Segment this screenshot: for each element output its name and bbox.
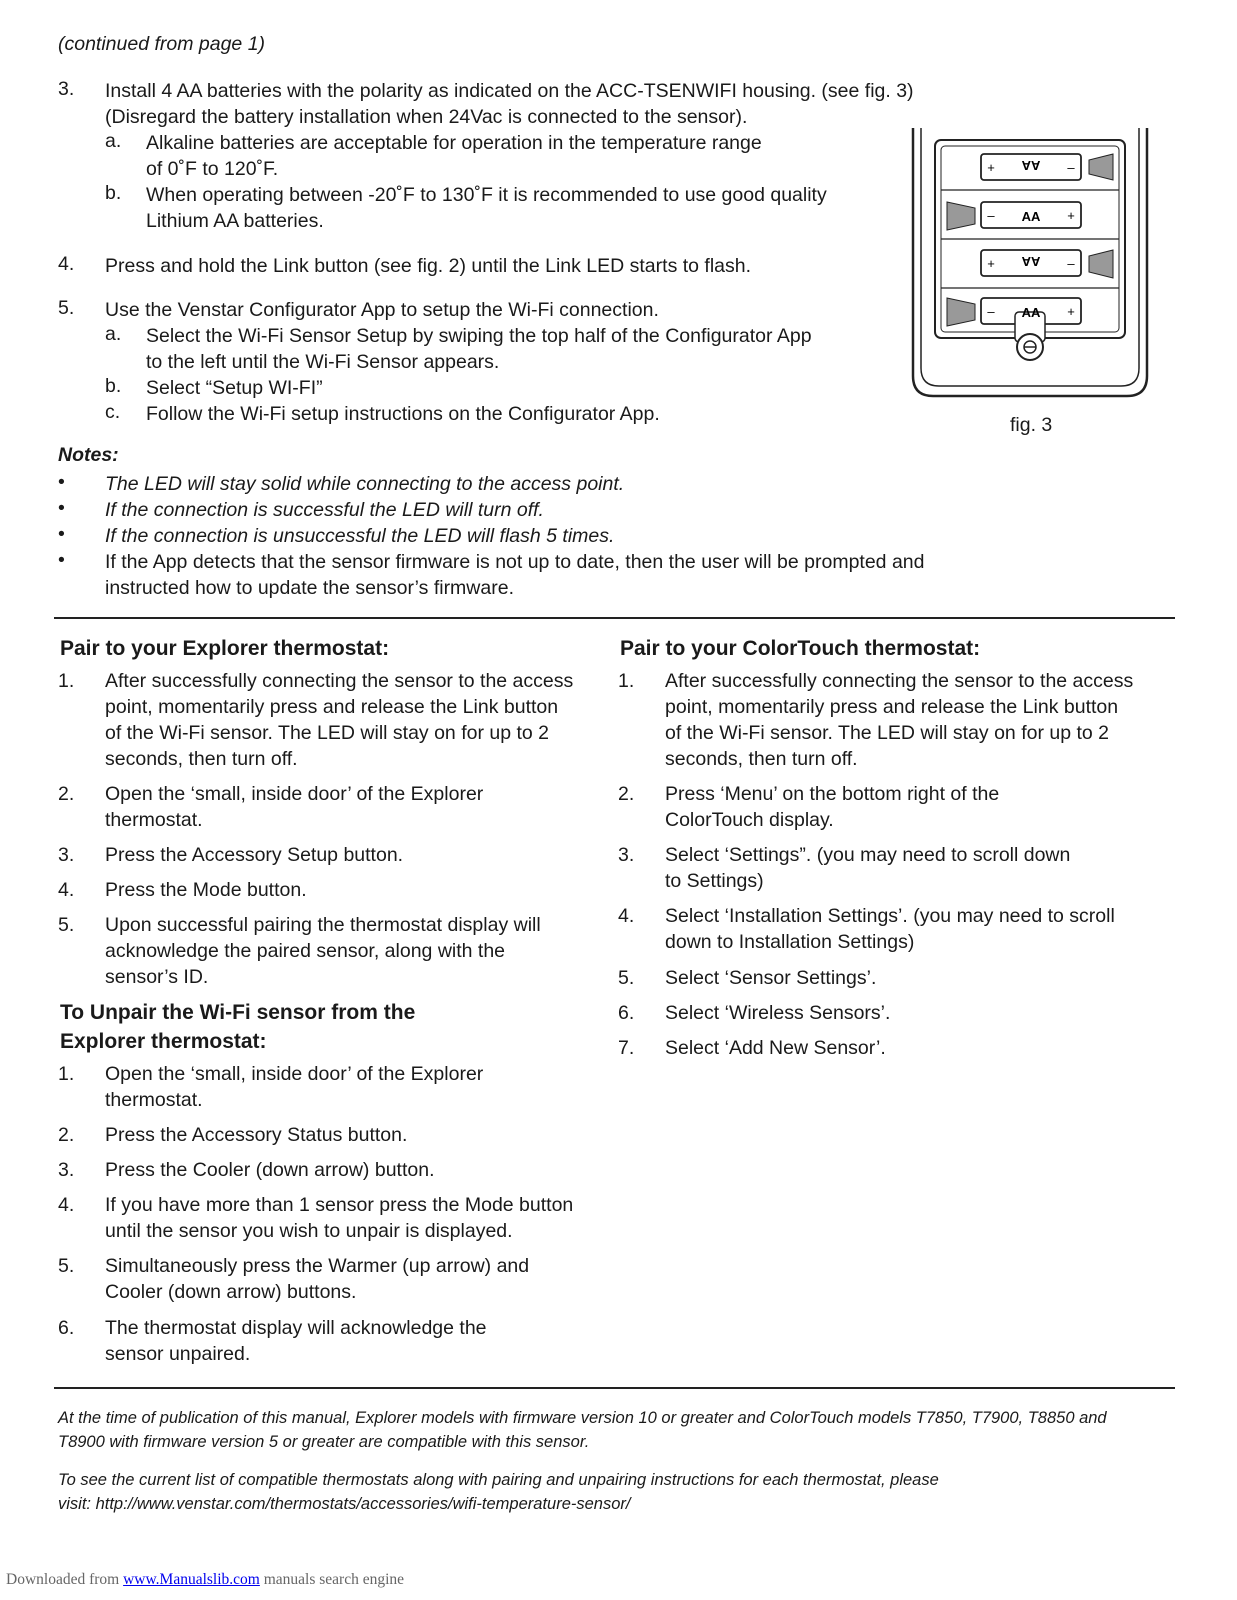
step-text: ColorTouch display. [665, 809, 834, 831]
divider [54, 1387, 1175, 1389]
battery-housing-figure [905, 126, 1155, 401]
battery-label: AA [1021, 209, 1041, 224]
step-number: 1. [58, 670, 75, 692]
step-text: Select ‘Installation Settings’. (you may need to scroll [665, 905, 1115, 927]
minus-sign: – [987, 208, 995, 223]
notes-title: Notes: [58, 444, 119, 466]
note-item: If the App detects that the sensor firmware is not up to date, then the user will be prompted and [105, 551, 925, 573]
step-text: point, momentarily press and release the Link button [105, 696, 559, 718]
step-text: Select ‘Sensor Settings’. [665, 967, 877, 989]
step-text: acknowledge the paired sensor, along with the [105, 940, 506, 962]
step-number: 3. [58, 1159, 75, 1181]
step-text: Select ‘Wireless Sensors’. [665, 1002, 891, 1024]
plus-sign: + [987, 256, 995, 271]
explorer-heading: Pair to your Explorer thermostat: [60, 637, 390, 660]
step-number: 5. [618, 967, 635, 989]
step-text: sensor unpaired. [105, 1343, 251, 1365]
note-item: The LED will stay solid while connecting to the access point. [105, 473, 625, 495]
step-text: seconds, then turn off. [665, 748, 858, 770]
plus-sign: + [1067, 304, 1075, 319]
step-text: The thermostat display will acknowledge the [105, 1317, 487, 1339]
step-number: 5. [58, 914, 75, 936]
step-text: If you have more than 1 sensor press the Mode button [105, 1194, 574, 1216]
bullet: • [58, 523, 65, 545]
step-text: Open the ‘small, inside door’ of the Explorer [105, 1063, 484, 1085]
download-footer [6, 1571, 404, 1589]
unpair-heading: To Unpair the Wi-Fi sensor from the [60, 1001, 416, 1024]
continued-label: (continued from page 1) [58, 33, 266, 55]
step-number: 7. [618, 1037, 635, 1059]
step-number: 4. [58, 879, 75, 901]
sub-text: When operating between -20˚F to 130˚F it is recommended to use good quality [146, 184, 827, 206]
download-prefix: Downloaded from [6, 1571, 124, 1588]
minus-sign: – [987, 304, 995, 319]
sub-text: Lithium AA batteries. [146, 210, 324, 232]
step-number: 1. [58, 1063, 75, 1085]
step-text: After successfully connecting the sensor to the access [665, 670, 1134, 692]
bullet: • [58, 497, 65, 519]
step-number: 4. [58, 1194, 75, 1216]
sub-letter: b. [105, 182, 122, 204]
manualslib-link[interactable]: www.Manualslib.com [123, 1571, 260, 1588]
step-text: Use the Venstar Configurator App to setup the Wi-Fi connection. [105, 299, 659, 321]
step-number: 2. [58, 783, 75, 805]
step-text: Press the Accessory Setup button. [105, 844, 404, 866]
sub-letter: a. [105, 130, 122, 152]
step-text: of the Wi-Fi sensor. The LED will stay on for up to 2 [105, 722, 549, 744]
step-text: until the sensor you wish to unpair is displayed. [105, 1220, 513, 1242]
step-number: 5. [58, 297, 75, 319]
step-text: Open the ‘small, inside door’ of the Explorer [105, 783, 484, 805]
sub-letter: c. [105, 401, 121, 423]
step-text: Press the Accessory Status button. [105, 1124, 408, 1146]
minus-sign: – [1067, 160, 1075, 175]
step-number: 3. [618, 844, 635, 866]
step-text: of the Wi-Fi sensor. The LED will stay on for up to 2 [665, 722, 1109, 744]
note-item: If the connection is successful the LED will turn off. [105, 499, 544, 521]
step-number: 6. [618, 1002, 635, 1024]
colortouch-heading: Pair to your ColorTouch thermostat: [620, 637, 981, 660]
step-number: 3. [58, 844, 75, 866]
step-text: (Disregard the battery installation when 24Vac is connected to the sensor). [105, 106, 748, 128]
note-item: If the connection is unsuccessful the LED will flash 5 times. [105, 525, 615, 547]
minus-sign: – [1067, 256, 1075, 271]
unpair-heading: Explorer thermostat: [60, 1030, 267, 1053]
step-text: Press ‘Menu’ on the bottom right of the [665, 783, 1000, 805]
step-number: 1. [618, 670, 635, 692]
bullet: • [58, 471, 65, 493]
sub-text: Follow the Wi-Fi setup instructions on the Configurator App. [146, 403, 660, 425]
step-number: 4. [58, 253, 75, 275]
step-text: Select ‘Settings”. (you may need to scroll down [665, 844, 1071, 866]
divider [54, 617, 1175, 619]
step-text: down to Installation Settings) [665, 931, 915, 953]
step-text: Cooler (down arrow) buttons. [105, 1281, 357, 1303]
plus-sign: + [1067, 208, 1075, 223]
figure-caption: fig. 3 [1010, 414, 1053, 436]
sub-letter: a. [105, 323, 122, 345]
step-text: Upon successful pairing the thermostat display will [105, 914, 541, 936]
plus-sign: + [987, 160, 995, 175]
website-note: To see the current list of compatible thermostats along with pairing and unpairing instructions for each thermostat, please [58, 1471, 939, 1489]
step-number: 5. [58, 1255, 75, 1277]
note-item: instructed how to update the sensor’s firmware. [105, 577, 514, 599]
compatibility-note: At the time of publication of this manual, Explorer models with firmware version 10 or greater and ColorTouch models T7850, T7900, T8850 and [58, 1409, 1107, 1427]
step-text: thermostat. [105, 1089, 203, 1111]
battery-label: AA [1021, 254, 1041, 269]
step-text: sensor’s ID. [105, 966, 209, 988]
sub-text: to the left until the Wi-Fi Sensor appears. [146, 351, 500, 373]
step-text: thermostat. [105, 809, 203, 831]
step-text: Press the Mode button. [105, 879, 307, 901]
sub-text: of 0˚F to 120˚F. [146, 158, 279, 180]
sub-letter: b. [105, 375, 122, 397]
step-text: Install 4 AA batteries with the polarity as indicated on the ACC-TSENWIFI housing. (see fig. 3) [105, 80, 914, 102]
sub-text: Select “Setup WI-FI” [146, 377, 323, 399]
sub-text: Select the Wi-Fi Sensor Setup by swiping the top half of the Configurator App [146, 325, 812, 347]
step-text: Press and hold the Link button (see fig. 2) until the Link LED starts to flash. [105, 255, 752, 277]
battery-label: AA [1021, 305, 1041, 320]
step-number: 3. [58, 78, 75, 100]
step-number: 4. [618, 905, 635, 927]
step-text: Simultaneously press the Warmer (up arrow) and [105, 1255, 530, 1277]
step-text: seconds, then turn off. [105, 748, 298, 770]
step-text: Press the Cooler (down arrow) button. [105, 1159, 435, 1181]
step-number: 6. [58, 1317, 75, 1339]
battery-label: AA [1021, 158, 1041, 173]
step-number: 2. [618, 783, 635, 805]
compatibility-note: T8900 with firmware version 5 or greater are compatible with this sensor. [58, 1433, 590, 1451]
website-note: visit: http://www.venstar.com/thermostats/accessories/wifi-temperature-sensor/ [58, 1495, 631, 1513]
sub-text: Alkaline batteries are acceptable for operation in the temperature range [146, 132, 762, 154]
step-number: 2. [58, 1124, 75, 1146]
step-text: to Settings) [665, 870, 764, 892]
download-suffix: manuals search engine [259, 1571, 405, 1588]
step-text: point, momentarily press and release the Link button [665, 696, 1119, 718]
bullet: • [58, 549, 65, 571]
step-text: Select ‘Add New Sensor’. [665, 1037, 886, 1059]
step-text: After successfully connecting the sensor to the access [105, 670, 574, 692]
